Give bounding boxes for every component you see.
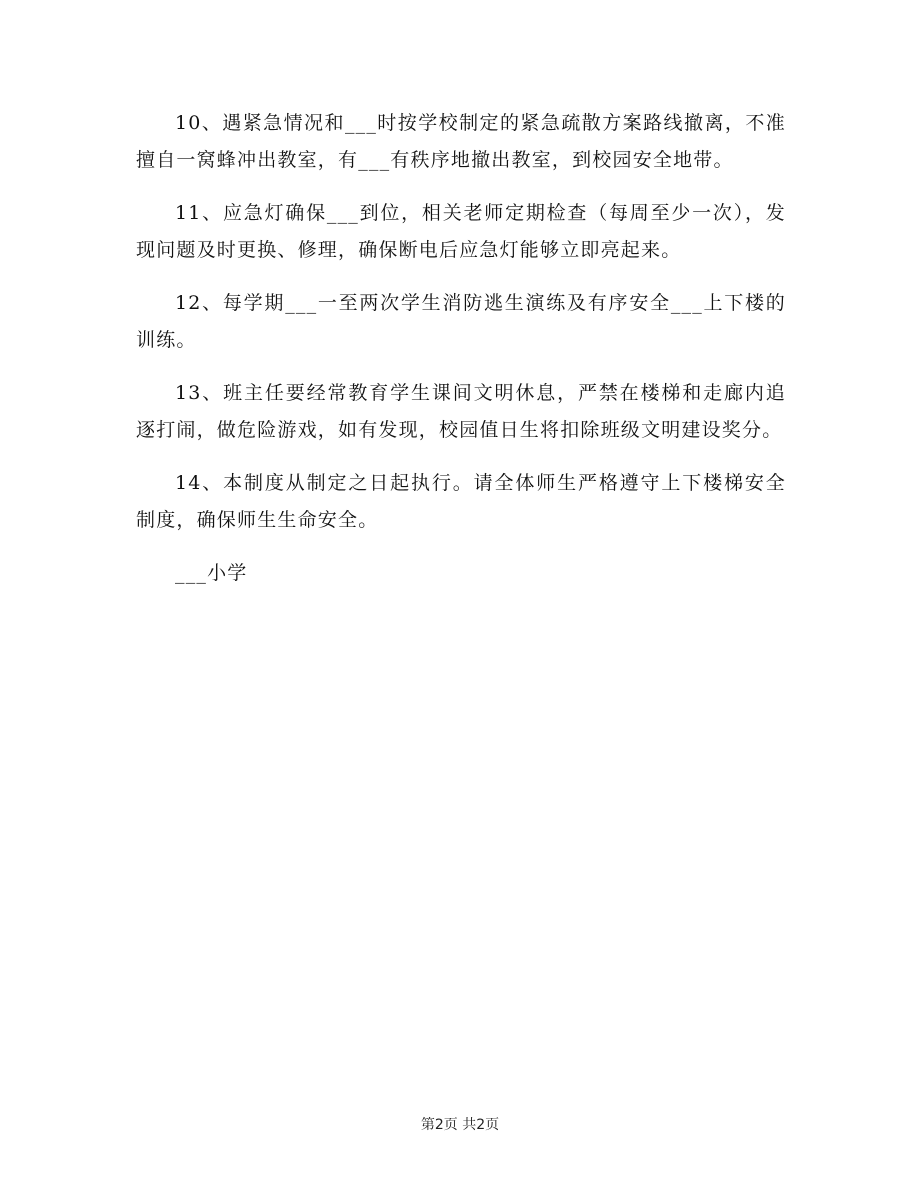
rule-paragraph-14: 14、本制度从制定之日起执行。请全体师生严格遵守上下楼梯安全制度，确保师生生命安全。 (136, 472, 786, 531)
rule-paragraph-10: 10、遇紧急情况和___时按学校制定的紧急疏散方案路线撤离，不准擅自一窝蜂冲出教室，有___有秩序地撤出教室，到校园安全地带。 (136, 112, 786, 171)
rule-paragraph-13: 13、班主任要经常教育学生课间文明休息，严禁在楼梯和走廊内追逐打闹，做危险游戏，如有发现，校园值日生将扣除班级文明建设奖分。 (136, 382, 786, 441)
school-signature: ___小学 (175, 562, 248, 584)
page-number-footer: 第2页 共2页 (420, 1117, 500, 1133)
rule-paragraph-11: 11、应急灯确保___到位，相关老师定期检查（每周至少一次），发现问题及时更换、修理，确保断电后应急灯能够立即亮起来。 (136, 202, 786, 261)
rule-paragraph-12: 12、每学期___一至两次学生消防逃生演练及有序安全___上下楼的训练。 (136, 292, 786, 351)
document-body (136, 105, 786, 592)
